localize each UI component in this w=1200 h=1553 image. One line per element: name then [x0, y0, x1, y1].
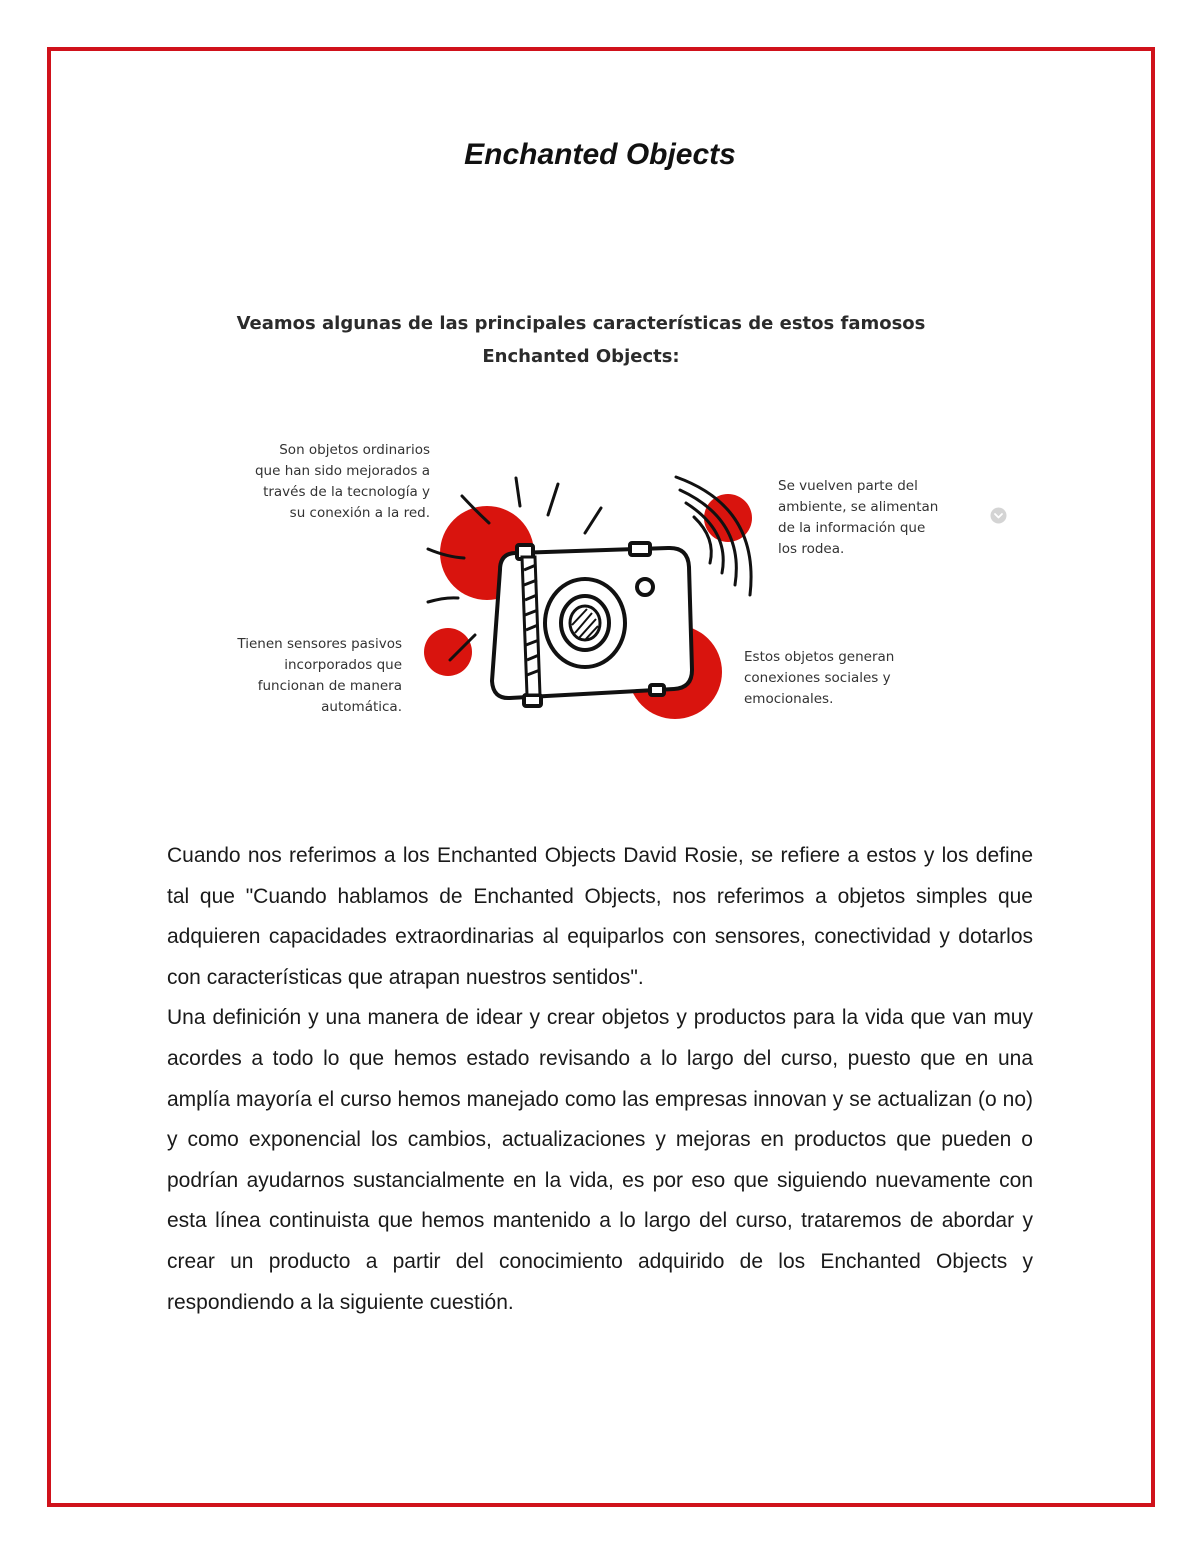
body-text — [167, 836, 1033, 1323]
infographic — [200, 295, 1020, 735]
document-title: Enchanted Objects — [464, 138, 736, 171]
paragraph-2: Una definición y una manera de idear y crear objetos y productos para la vida que van muy acordes a todo lo que hemos estado revisando a lo largo del curso, puesto que en una amplía mayoría el curso hemos manejado como las empresas innovan y se actualizan (o no) y como exponencial los cambios, actualizaciones y mejoras en productos que pueden o podrían ayudarnos sustancialmente en la vida, es por eso que siguiendo nuevamente con esta línea continuista que hemos mantenido a lo largo del curso, trataremos de abordar y crear un producto a partir del conocimiento adquirido de los Enchanted Objects y respondiendo a la siguiente cuestión. — [167, 1006, 1033, 1314]
chevron-down-icon[interactable] — [990, 507, 1007, 524]
infographic-heading: Veamos algunas de las principales características de estos famosos Enchanted Objects: — [236, 313, 926, 367]
paragraph-1: Cuando nos referimos a los Enchanted Objects David Rosie, se refiere a estos y los define tal que "Cuando hablamos de Enchanted Objects, nos referimos a objetos simples que adquieren capacidades extraordinarias al equiparlos con sensores, conectividad y dotarlos con características que atrapan nuestros sentidos". — [167, 844, 1033, 989]
note-top-right: Se vuelven parte del ambiente, se alimentan de la información que los rodea. — [778, 478, 939, 557]
note-bottom-right: Estos objetos generan conexiones sociales y emocionales. — [744, 649, 895, 707]
red-circle-small-left — [424, 628, 472, 676]
note-bottom-left: Tienen sensores pasivos incorporados que funcionan de manera automática. — [237, 636, 402, 715]
note-top-left: Son objetos ordinarios que han sido mejorados a través de la tecnología y su conexión a la red. — [254, 442, 430, 521]
